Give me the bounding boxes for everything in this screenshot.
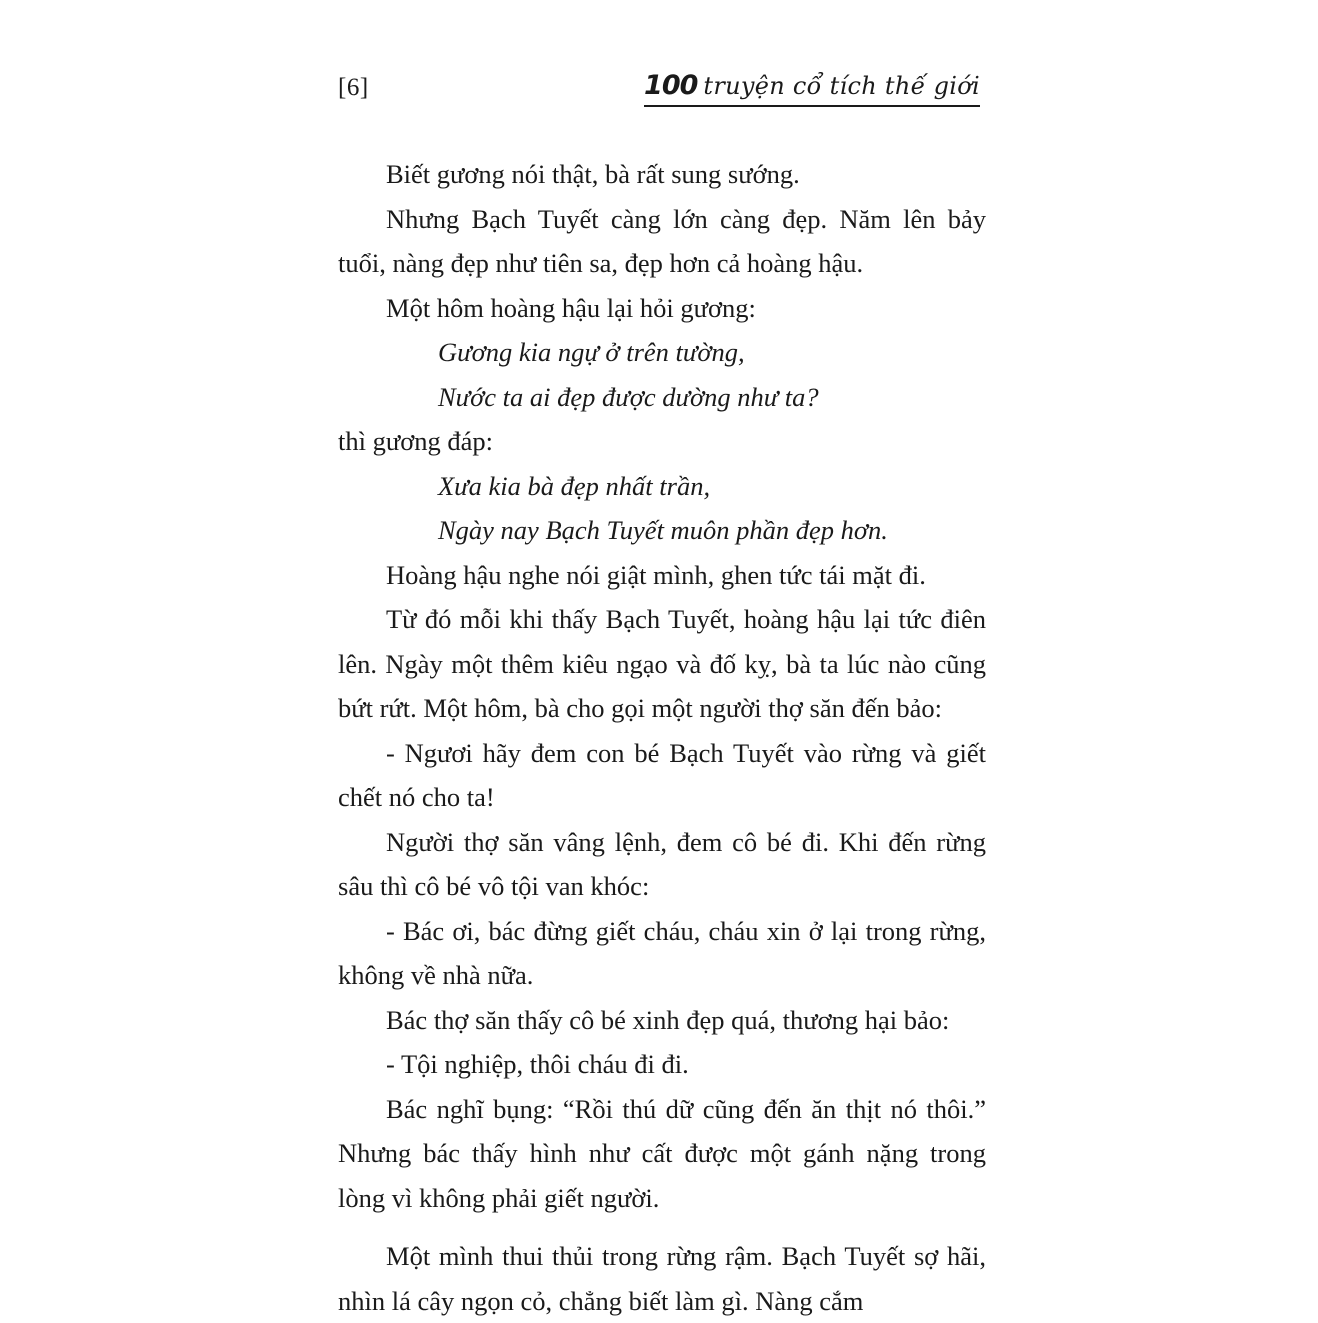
running-head-number: 100 [644, 70, 698, 101]
paragraph: - Ngươi hãy đem con bé Bạch Tuyết vào rừng và giết chết nó cho ta! [338, 737, 986, 812]
verse-line: Xưa kia bà đẹp nhất trần, [438, 470, 711, 501]
verse-line: Ngày nay Bạch Tuyết muôn phần đẹp hơn. [438, 515, 888, 545]
paragraph: Nhưng Bạch Tuyết càng lớn càng đẹp. Năm lên bảy tuổi, nàng đẹp như tiên sa, đẹp hơn cả hoàng hậu. [338, 203, 986, 278]
running-head-title: truyện cổ tích thế giới [703, 72, 980, 100]
paragraph: Hoàng hậu nghe nói giật mình, ghen tức tái mặt đi. [386, 559, 926, 590]
paragraph: Bác thợ săn thấy cô bé xinh đẹp quá, thương hại bảo: [386, 1004, 950, 1035]
paragraph: Bác nghĩ bụng: “Rồi thú dữ cũng đến ăn thịt nó thôi.” Nhưng bác thấy hình như cất được một gánh nặng trong lòng vì không phải giết người. [338, 1093, 986, 1213]
paragraph-spacer [338, 1220, 986, 1234]
paragraph: Từ đó mỗi khi thấy Bạch Tuyết, hoàng hậu lại tức điên lên. Ngày một thêm kiêu ngạo và đố kỵ, bà ta lúc nào cũng bứt rứt. Một hôm, bà cho gọi một người thợ săn đến bảo: [338, 604, 986, 723]
paragraph: - Bác ơi, bác đừng giết cháu, cháu xin ở lại trong rừng, không về nhà nữa. [338, 915, 986, 990]
paragraph: Người thợ săn vâng lệnh, đem cô bé đi. Khi đến rừng sâu thì cô bé vô tội van khóc: [338, 826, 986, 901]
page-body [338, 152, 986, 1323]
paragraph: Biết gương nói thật, bà rất sung sướng. [386, 159, 800, 189]
paragraph: Một mình thui thủi trong rừng rậm. Bạch Tuyết sợ hãi, nhìn lá cây ngọn cỏ, chẳng biết làm gì. Nàng cắm [338, 1241, 986, 1316]
page-header [338, 70, 980, 116]
paragraph: Một hôm hoàng hậu lại hỏi gương: [386, 292, 756, 323]
running-head [644, 70, 980, 107]
paragraph: thì gương đáp: [338, 426, 493, 456]
verse-line: Gương kia ngự ở trên tường, [438, 337, 745, 367]
paragraph: - Tội nghiệp, thôi cháu đi đi. [386, 1049, 689, 1079]
page-number: [6] [338, 74, 369, 101]
verse-line: Nước ta ai đẹp được dường như ta? [438, 381, 819, 412]
